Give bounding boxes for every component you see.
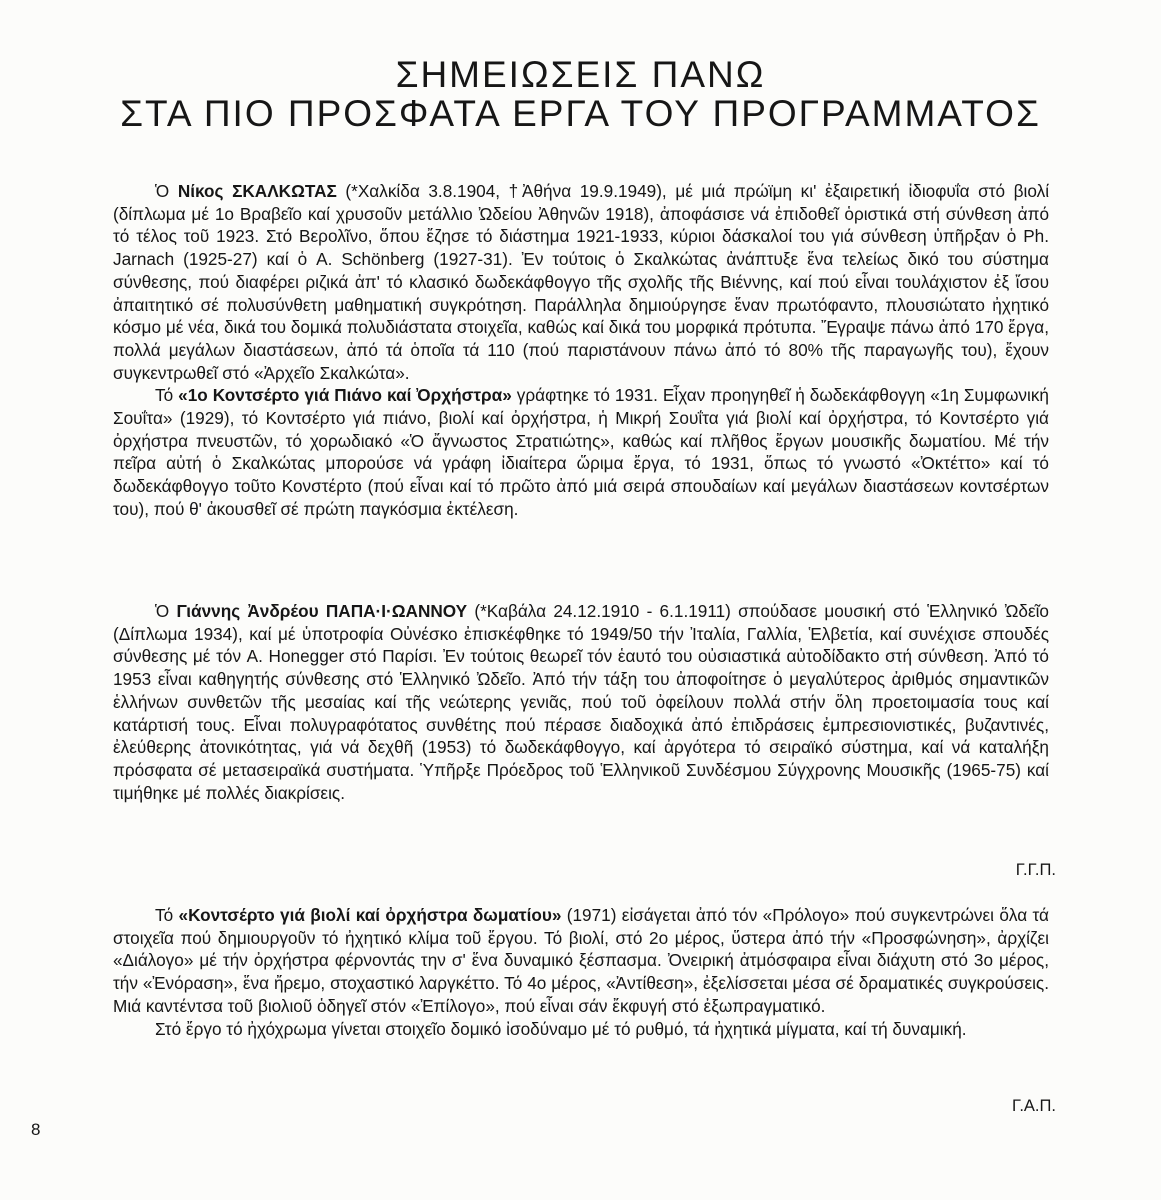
composer-name-papaioannou: Γιάννης Ἀνδρέου ΠΑΠΑ·Ι·ΩΑΝΝΟΥ: [176, 601, 468, 621]
work-title-violin-concerto: «Κοντσέρτο γιά βιολί καί ὀρχήστρα δωματίου»: [178, 905, 562, 925]
section-skalkottas: [113, 180, 1049, 521]
paragraph-prefix: Τό: [155, 385, 179, 406]
signature-gap: Γ.Α.Π.: [1012, 1097, 1056, 1115]
paragraph-body: (*Καβάλα 24.12.1910 - 6.1.1911) σπούδασε μουσική στό Ἑλληνικό Ὠδεῖο (Δίπλωμα 1934), καί μέ ὑποτροφία Οὐνέσκο ἐπισκέφθηκε τό 1949/50 τήν Ἰταλία, Γαλλία, Ἑλβετία, καί συνέχισε σπουδές σύνθεσης μέ τόν A. Honegger στό Παρίσι. Ἐν τούτοις θεωρεῖ τόν ἑαυτό του οὐσιαστικά αὐτοδίδακτο στή σύνθεση. Ἀπό τό 1953 εἶναι καθηγητής σύνθεσης στό Ἑλληνικό Ὠδεῖο. Ἀπό τήν τάξη του ἀποφοίτησε ὁ μεγαλύτερος ἀριθμός σημαντικῶν ἑλλήνων συνθετῶν τῆς μεσαίας καί τῆς νεώτερης γενιᾶς, πού τοῦ ὀφείλουν πολλά στήν ὅλη προετοιμασία τους καί κατάρτισή τους. Εἶναι πολυγραφότατος συνθέτης πού πέρασε διαδοχικά ἀπό ἐπιδράσεις ἐμπρεσιονιστικές, βυζαντινές, ἐλεύθερης ἀτονικότητας, γιά νά δεχθῆ (1953) τό δωδεκάφθογγο, καί ἀργότερα τό σειραϊκό σύστημα, καί νά καταλήξη πρόσφατα σέ μετασειραϊκά συστήματα. Ὑπῆρξε Πρόεδρος τοῦ Ἑλληνικοῦ Συνδέσμου Σύγχρονης Μουσικῆς (1965-75) καί τιμήθηκε μέ πολλές διακρίσεις.: [113, 601, 1049, 803]
signature-ggp: Γ.Γ.Π.: [1015, 861, 1056, 879]
work-title-piano-concerto: «1ο Κοντσέρτο γιά Πιάνο καί Ὀρχήστρα»: [178, 385, 512, 406]
paragraph-violin-concerto-closing: Στό ἔργο τό ἠχόχρωμα γίνεται στοιχεῖο δομικό ἰσοδύναμο μέ τό ρυθμό, τά ἠχητικά μίγματα, καί τή δυναμική.: [155, 1018, 967, 1039]
paragraph-prefix: Ὁ: [155, 601, 177, 621]
page-number: 8: [31, 1120, 41, 1139]
composer-name-skalkottas: Νίκος ΣΚΑΛΚΩΤΑΣ: [177, 181, 337, 201]
section-papaioannou: [113, 600, 1049, 804]
section-violin-concerto: [113, 904, 1049, 1040]
paragraph-papaioannou-bio: [113, 600, 1049, 804]
paragraph-skalkottas-bio: [113, 180, 1049, 384]
paragraph-body: γράφτηκε τό 1931. Εἶχαν προηγηθεῖ ἡ δωδεκάφθογγη «1η Συμφωνική Σουΐτα» (1929), τό Κοντσέρτο γιά πιάνο, βιολί καί ὀρχήστρα, ἡ Μικρή Σουΐτα γιά βιολί καί ὀρχήστρα, τό Κοντσέρτο γιά ὀρχήστρα πνευστῶν, τό χορωδιακό «Ὁ ἄγνωστος Στρατιώτης», καθώς καί πλῆθος ἔργων μουσικῆς δωματίου. Μέ τήν πεῖρα αὐτή ὁ Σκαλκώτας μπορούσε νά γράφη ἰδιαίτερα ὥριμα ἔργα, τό 1931, ὅπως τό γνωστό «Ὀκτέττο» καί τό δωδεκάφθογγο τοῦτο Κονστέρτο (πού εἶναι καί τό πρῶτο ἀπό μιά σειρά σπουδαίων καί μεγάλων διαστάσεων κοντσέρτων του), πού θ' ἀκουσθεῖ σέ πρώτη παγκόσμια ἐκτέλεση.: [113, 385, 1049, 519]
paragraph-piano-concerto: [113, 384, 1049, 520]
paragraph-body: (*Χαλκίδα 3.8.1904, †Ἀθήνα 19.9.1949), μέ μιά πρώϊμη κι' ἐξαιρετική ἰδιοφυΐα στό βιολί (δίπλωμα μέ 1ο Βραβεῖο καί χρυσοῦν μετάλλιο Ὠδείου Ἀθηνῶν 1918), ἀποφάσισε νά ἐπιδοθεῖ ὁριστικά στή σύνθεση ἀπό τό τέλος τοῦ 1923. Στό Βερολῖνο, ὅπου ἔζησε τό διάστημα 1921-1933, κύριοι δάσκαλοί του γιά σύνθεση ὑπῆρξαν ὁ Ph. Jarnach (1925-27) καί ὁ A. Schönberg (1927-31). Ἐν τούτοις ὁ Σκαλκώτας ἀνάπτυξε ἕνα τελείως δικό του σύστημα σύνθεσης, πού διαφέρει ριζικά ἀπ' τό κλασικό δωδεκάφθογγο τῆς σχολῆς τῆς Βιέννης, καί πού εἶναι τουλάχιστον ἐξ ἴσου ἀπαιτητικό σέ πολυσύνθετη μαθηματική συγκρότηση. Παράλληλα δημιούργησε ἕναν πρωτόφαντο, πλουσιώτατο ἠχητικό κόσμο μέ νέα, δικά του δομικά πολυδιάστατα στοιχεῖα, καθώς καί δικά του μορφικά πρότυπα. Ἔγραψε πάνω ἀπό 170 ἔργα, πολλά μεγάλων διαστάσεων, ἀπό τά ὁποῖα τά 110 (πού παριστάνουν πάνω ἀπό τό 80% τῆς παραγωγῆς του), ἔχουν συγκεντρωθεῖ στό «Ἀρχεῖο Σκαλκώτα».: [113, 181, 1050, 383]
paragraph-prefix: Τό: [155, 905, 179, 925]
paragraph-body: (1971) εἰσάγεται ἀπό τόν «Πρόλογο» πού συγκεντρώνει ὅλα τά στοιχεῖα πού δημιουργοῦν τό ἠχητικό κλίμα τοῦ ἔργου. Τό βιολί, στό 2ο μέρος, ὕστερα ἀπό τήν «Προσφώνηση», ἀρχίζει «Διάλογο» μέ τήν ὀρχήστρα φέρνοντάς την σ' ἕνα δυναμικό ξέσπασμα. Ὀνειρική ἀτμόσφαιρα εἶναι διάχυτη στό 3ο μέρος, τήν «Ἐνόραση», ἕνα ἤρεμο, στοχαστικό λαργκέττο. Τό 4ο μέρος, «Ἀντίθεση», ἐξελίσσεται μέσα σέ δραματικές συγκρούσεις. Μιά καντέντσα τοῦ βιολιοῦ ὁδηγεῖ στόν «Ἐπίλογο», πού εἶναι σάν ἔκφυγή στό ἐξωπραγματικό.: [113, 905, 1049, 1016]
page-title-line-1: ΣΗΜΕΙΩΣΕΙΣ ΠΑΝΩ: [395, 54, 766, 95]
page-title-line-2: ΣΤΑ ΠΙΟ ΠΡΟΣΦΑΤΑ ΕΡΓΑ ΤΟΥ ΠΡΟΓΡΑΜΜΑΤΟΣ: [120, 93, 1041, 134]
paragraph-violin-concerto: [113, 904, 1049, 1018]
paragraph-prefix: Ὁ: [155, 181, 178, 201]
